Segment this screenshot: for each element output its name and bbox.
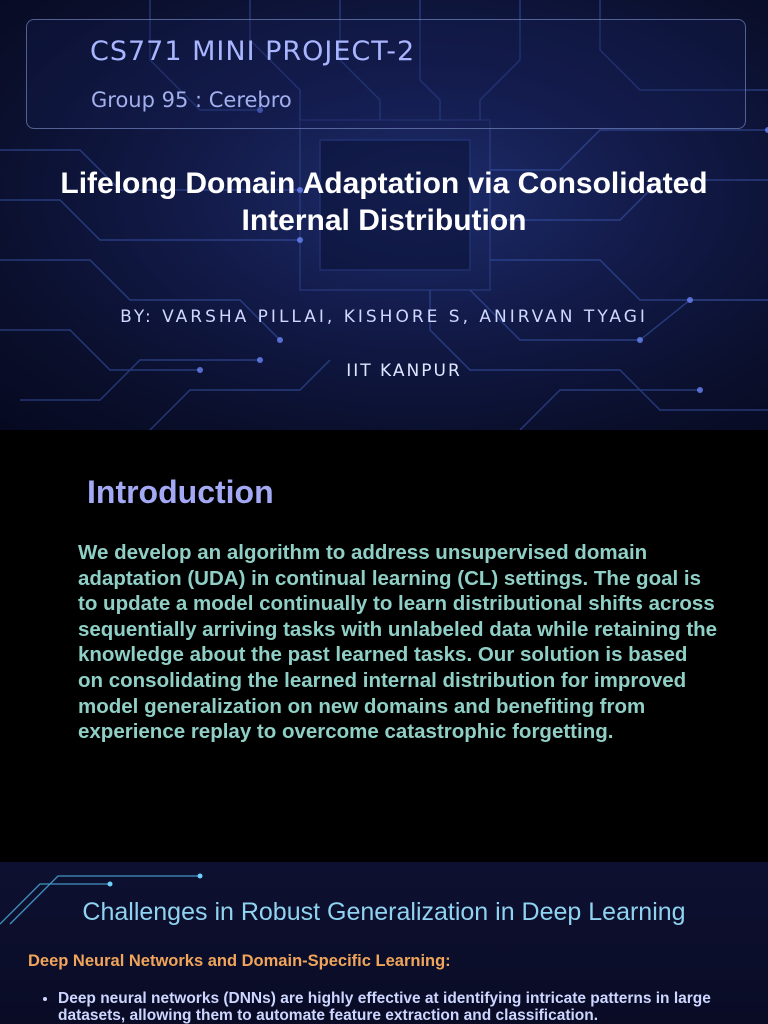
paper-title-line-2: Internal Distribution (241, 204, 527, 237)
challenges-heading: Challenges in Robust Generalization in Deep Learning (82, 898, 686, 926)
challenges-slide (0, 862, 768, 1024)
introduction-heading: Introduction (87, 474, 274, 510)
group-name: Group 95 : Cerebro (91, 88, 292, 112)
dnn-subheading: Deep Neural Networks and Domain-Specific Learning: (28, 952, 451, 970)
list-item: • Deep neural networks (DNNs) are highly effective at identifying intricate patterns in large datasets, allowing them to automate feature extraction and classification. (58, 990, 768, 1024)
title-slide (0, 0, 768, 430)
paper-title-line-1: Lifelong Domain Adaptation via Consolidated (60, 167, 708, 200)
institute: IIT KANPUR (346, 361, 462, 381)
course-title: CS771 MINI PROJECT-2 (90, 36, 416, 67)
introduction-body: We develop an algorithm to address unsupervised domain adaptation (UDA) in continual learning (CL) settings. The goal is to update a model continually to learn distributional shifts across sequentially arriving tasks with unlabeled data while retaining the knowledge about the past learned tasks. Our solution is based on consolidating the learned internal distribution for improved model generalization on new domains and benefiting from experience replay to overcome catastrophic forgetting. (78, 541, 718, 744)
authors: BY: VARSHA PILLAI, KISHORE S, ANIRVAN TYAGI (120, 307, 648, 327)
paper-title (0, 165, 768, 239)
introduction-slide (0, 430, 768, 862)
bullet-list (40, 990, 768, 1024)
